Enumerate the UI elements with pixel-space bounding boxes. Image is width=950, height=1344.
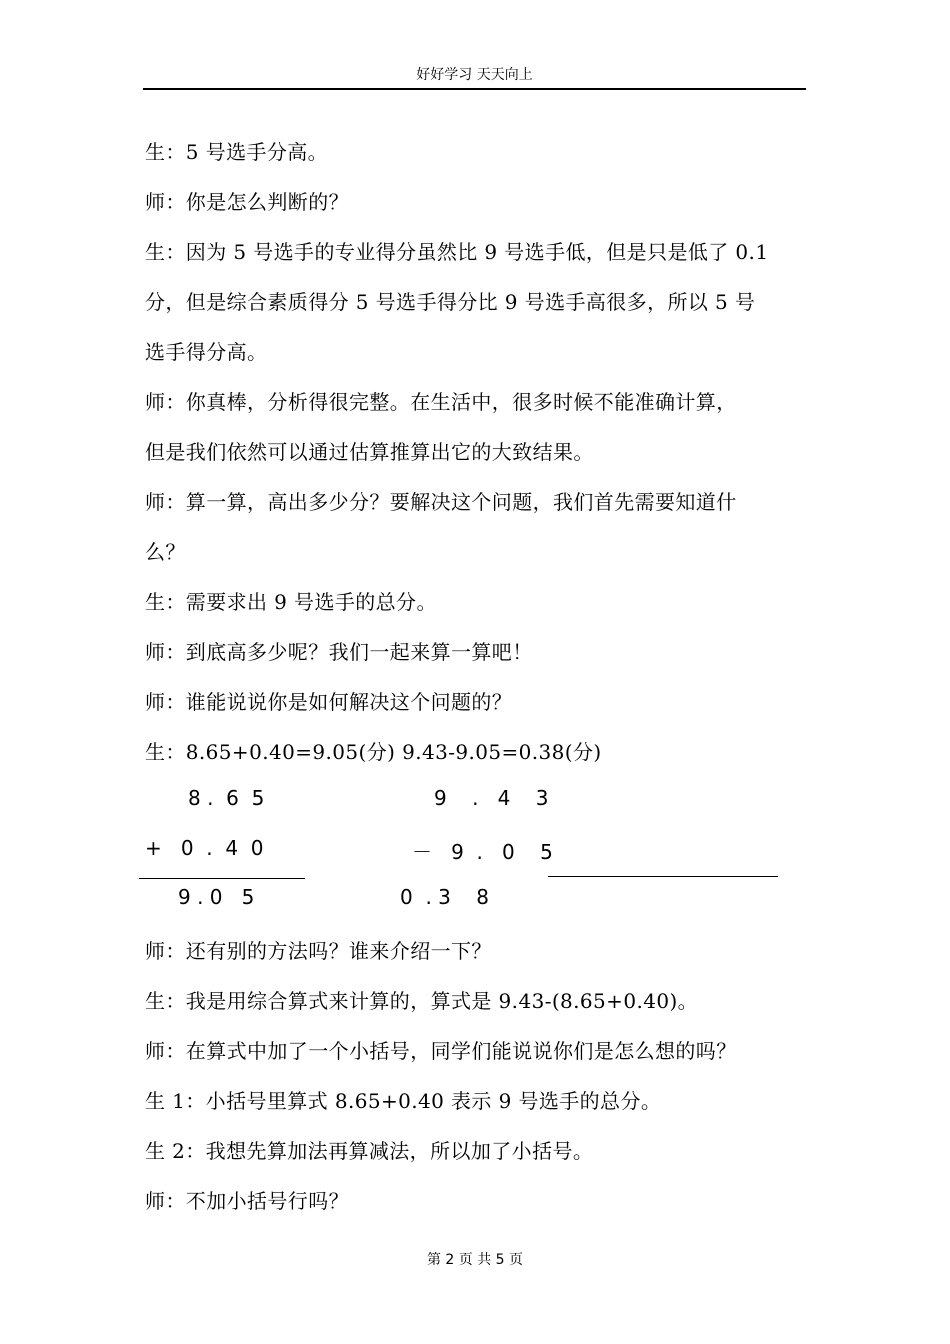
text-line: 选手得分高。 — [145, 340, 268, 364]
subtraction-result: 0 . 3 8 — [400, 885, 490, 909]
page-header: 好好学习 天天向上 — [416, 67, 533, 83]
text-line: 么？ — [145, 540, 186, 564]
text-line: 生：我是用综合算式来计算的，算式是 9.43-(8.65+0.40)。 — [145, 989, 699, 1013]
text-line: 师：不加小括号行吗？ — [145, 1189, 349, 1213]
addition-rule — [139, 878, 305, 879]
text-line: 生 2：我想先算加法再算减法，所以加了小括号。 — [145, 1139, 594, 1163]
text-line: 师：算一算，高出多少分？要解决这个问题，我们首先需要知道什 — [145, 490, 737, 514]
text-line: 生：因为 5 号选手的专业得分虽然比 9 号选手低，但是只是低了 0.1 — [145, 240, 769, 264]
text-line: 生：5 号选手分高。 — [145, 140, 329, 164]
text-line: 但是我们依然可以通过估算推算出它的大致结果。 — [145, 440, 594, 464]
text-line: 生 1：小括号里算式 8.65+0.40 表示 9 号选手的总分。 — [145, 1089, 662, 1113]
page-footer: 第 2 页 共 5 页 — [426, 1252, 524, 1268]
subtraction-operand-1: 9 . 4 3 — [434, 786, 549, 810]
text-line: 师：你是怎么判断的？ — [145, 190, 349, 214]
header-rule — [143, 88, 806, 90]
text-line: 师：你真棒，分析得很完整。在生活中，很多时候不能准确计算， — [145, 390, 737, 414]
addition-result: 9 . 0 5 — [178, 885, 255, 909]
subtraction-operand-2: － 9 . 0 5 — [412, 840, 553, 864]
addition-operand-1: 8 . 6 5 — [188, 786, 265, 810]
subtraction-rule — [548, 876, 778, 877]
text-line: 师：在算式中加了一个小括号，同学们能说说你们是怎么想的吗？ — [145, 1039, 737, 1063]
text-line: 师：到底高多少呢？我们一起来算一算吧！ — [145, 640, 533, 664]
text-line: 师：还有别的方法吗？谁来介绍一下？ — [145, 939, 492, 963]
text-line: 师：谁能说说你是如何解决这个问题的？ — [145, 690, 513, 714]
text-line: 分，但是综合素质得分 5 号选手得分比 9 号选手高很多，所以 5 号 — [145, 290, 756, 314]
text-line: 生：需要求出 9 号选手的总分。 — [145, 590, 437, 614]
text-line: 生：8.65+0.40=9.05(分) 9.43-9.05=0.38(分) — [145, 740, 602, 764]
addition-operand-2: + 0 . 4 0 — [145, 836, 264, 860]
